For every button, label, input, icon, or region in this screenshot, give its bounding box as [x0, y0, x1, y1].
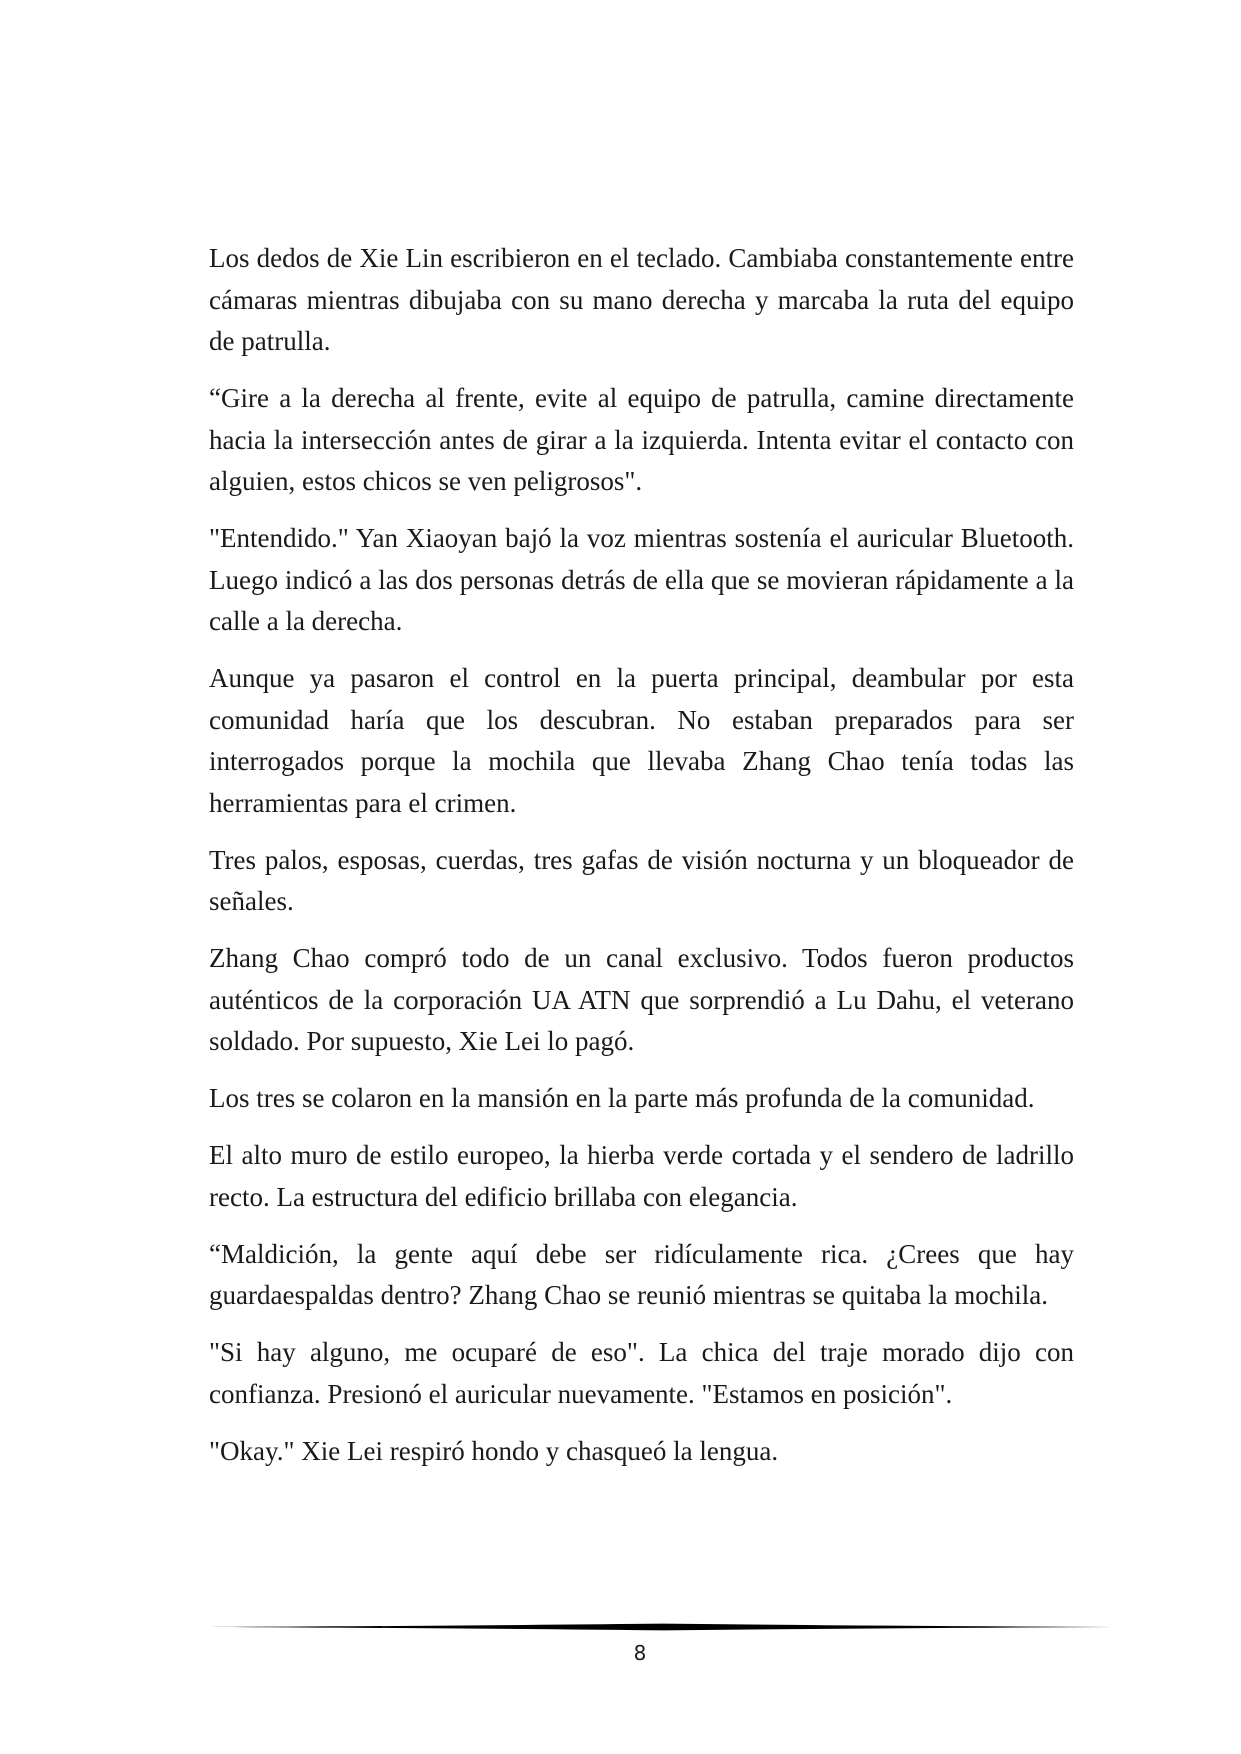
page-number: 8	[633, 1641, 647, 1665]
paragraph: Zhang Chao compró todo de un canal exclusivo. Todos fueron productos auténticos de la corporación UA ATN que sorprendió a Lu Dahu, el veterano soldado. Por supuesto, Xie Lei lo pagó.	[209, 943, 1074, 1056]
paragraph: "Okay." Xie Lei respiró hondo y chasqueó la lengua.	[209, 1435, 779, 1466]
paragraph: Tres palos, esposas, cuerdas, tres gafas de visión nocturna y un bloqueador de señales.	[209, 844, 1074, 916]
footer-rule	[209, 1621, 1114, 1633]
paragraph: "Si hay alguno, me ocuparé de eso". La chica del traje morado dijo con confianza. Presionó el auricular nuevamente. "Estamos en posición".	[209, 1337, 1074, 1409]
paragraph: Aunque ya pasaron el control en la puerta principal, deambular por esta comunidad haría que los descubran. No estaban preparados para ser interrogados porque la mochila que llevaba Zhang Chao tenía todas las herramientas para el crimen.	[209, 663, 1074, 818]
paragraph: “Maldición, la gente aquí debe ser ridículamente rica. ¿Crees que hay guardaespaldas dentro? Zhang Chao se reunió mientras se quitaba la mochila.	[209, 1238, 1074, 1310]
paragraph: El alto muro de estilo europeo, la hierba verde cortada y el sendero de ladrillo recto. La estructura del edificio brillaba con elegancia.	[209, 1140, 1074, 1212]
paragraph: “Gire a la derecha al frente, evite al equipo de patrulla, camine directamente hacia la intersección antes de girar a la izquierda. Intenta evitar el contacto con alguien, estos chicos se ven peligrosos".	[209, 383, 1074, 496]
paragraph: Los dedos de Xie Lin escribieron en el teclado. Cambiaba constantemente entre cámaras mientras dibujaba con su mano derecha y marcaba la ruta del equipo de patrulla.	[209, 243, 1074, 356]
body-text	[209, 238, 1074, 1488]
paragraph: Los tres se colaron en la mansión en la parte más profunda de la comunidad.	[209, 1083, 1035, 1113]
paragraph: "Entendido." Yan Xiaoyan bajó la voz mientras sostenía el auricular Bluetooth. Luego indicó a las dos personas detrás de ella que se movieran rápidamente a la calle a la derecha.	[209, 523, 1074, 636]
